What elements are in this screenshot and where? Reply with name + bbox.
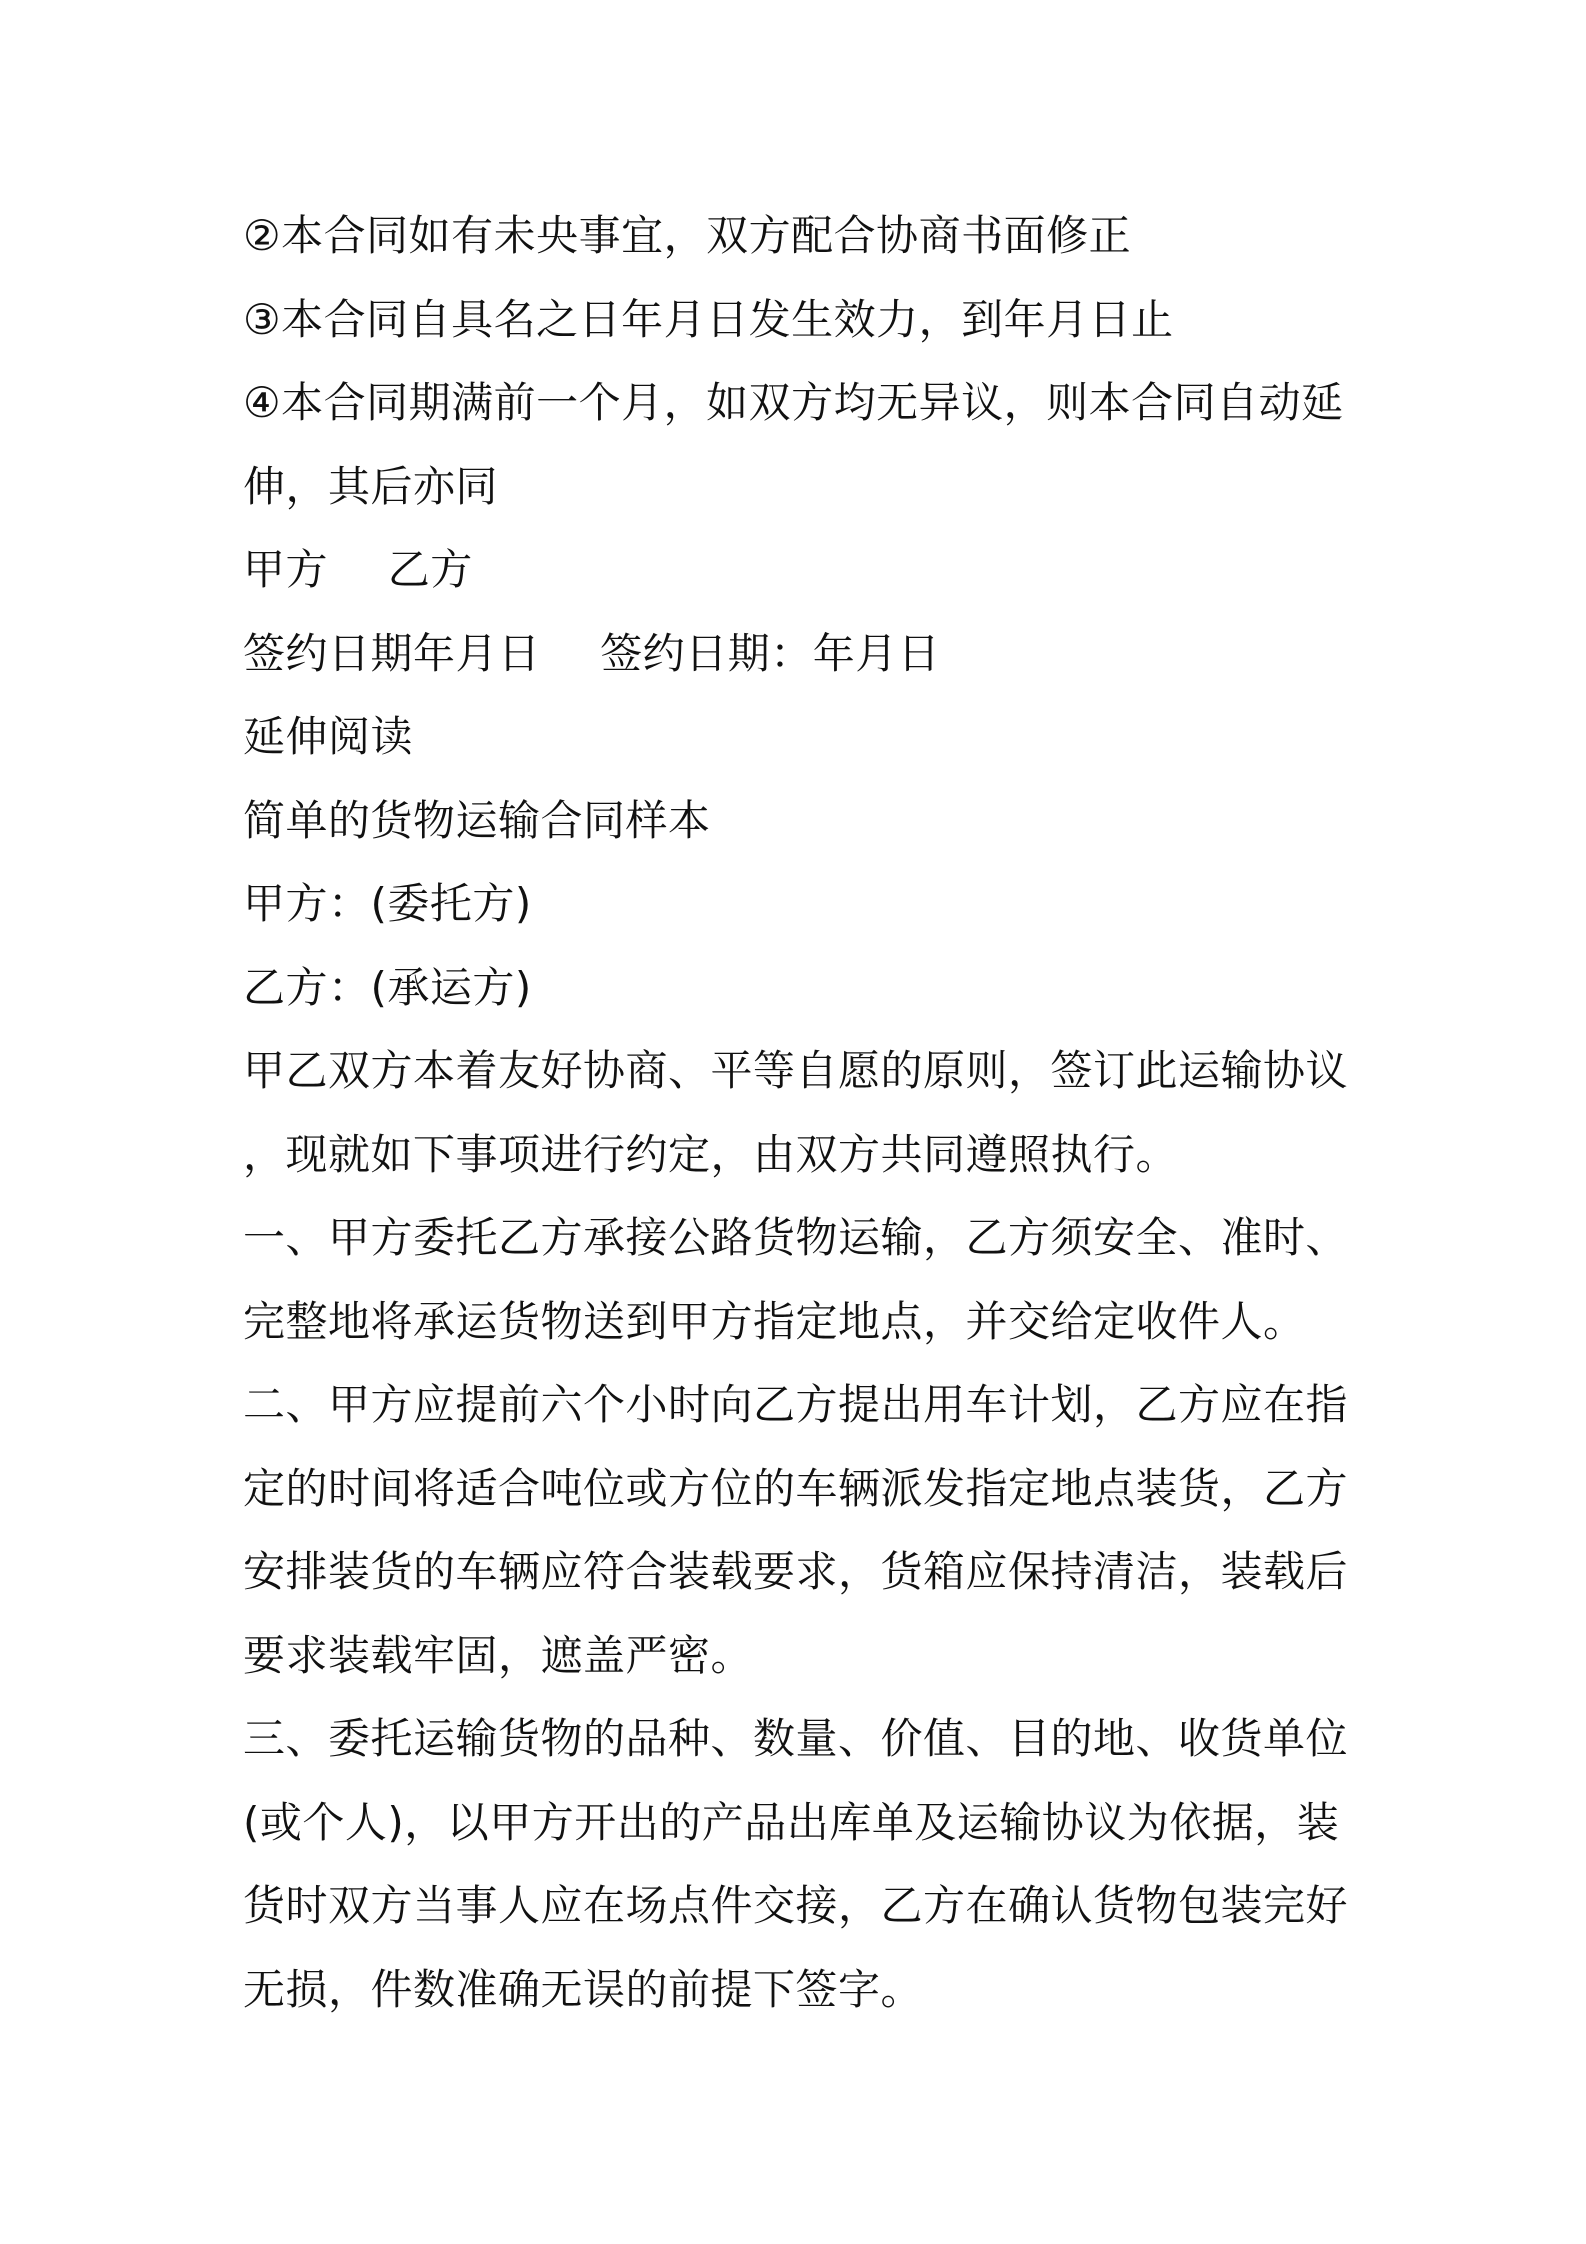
document-body xyxy=(243,194,1363,2031)
extended-reading-heading: 延伸阅读 xyxy=(243,712,414,761)
preamble-line-2: ，现就如下事项进行约定，由双方共同遵照执行。 xyxy=(243,1129,1179,1179)
clause-2-line: ②本合同如有未央事宜，双方配合协商书面修正 xyxy=(243,211,1132,260)
article-1-line-2: 完整地将承运货物送到甲方指定地点，并交给定收件人。 xyxy=(243,1296,1306,1346)
party-a-line: 甲方：(委托方) xyxy=(243,879,532,928)
article-3-line-1: 三、委托运输货物的品种、数量、价值、目的地、收货单位 xyxy=(243,1714,1349,1763)
signing-date-line: 签约日期年月日 签约日期：年月日 xyxy=(243,628,941,678)
clause-4-line-1: ④本合同期满前一个月，如双方均无异议，则本合同自动延 xyxy=(243,378,1344,427)
party-b-line: 乙方：(承运方) xyxy=(243,962,532,1012)
article-1-line-1: 一、甲方委托乙方承接公路货物运输，乙方须安全、准时、 xyxy=(243,1213,1349,1262)
article-3-line-3: 货时双方当事人应在场点件交接，乙方在确认货物包装完好 xyxy=(243,1881,1349,1930)
parties-signature-line: 甲方 乙方 xyxy=(243,545,473,594)
clause-4-line-2: 伸，其后亦同 xyxy=(243,461,499,511)
clause-3-line: ③本合同自具名之日年月日发生效力，到年月日止 xyxy=(243,294,1174,344)
article-2-line-1: 二、甲方应提前六个小时向乙方提出用车计划，乙方应在指 xyxy=(243,1380,1349,1429)
sample-contract-title: 简单的货物运输合同样本 xyxy=(243,795,711,845)
article-3-line-4: 无损，件数准确无误的前提下签字。 xyxy=(243,1964,924,2014)
article-2-line-2: 定的时间将适合吨位或方位的车辆派发指定地点装货，乙方 xyxy=(243,1463,1349,1513)
article-3-line-2: (或个人)，以甲方开出的产品出库单及运输协议为依据，装 xyxy=(243,1797,1340,1847)
article-2-line-4: 要求装载牢固，遮盖严密。 xyxy=(243,1630,754,1680)
preamble-line-1: 甲乙双方本着友好协商、平等自愿的原则，签订此运输协议 xyxy=(243,1046,1349,1095)
article-2-line-3: 安排装货的车辆应符合装载要求，货箱应保持清洁，装载后 xyxy=(243,1547,1349,1596)
